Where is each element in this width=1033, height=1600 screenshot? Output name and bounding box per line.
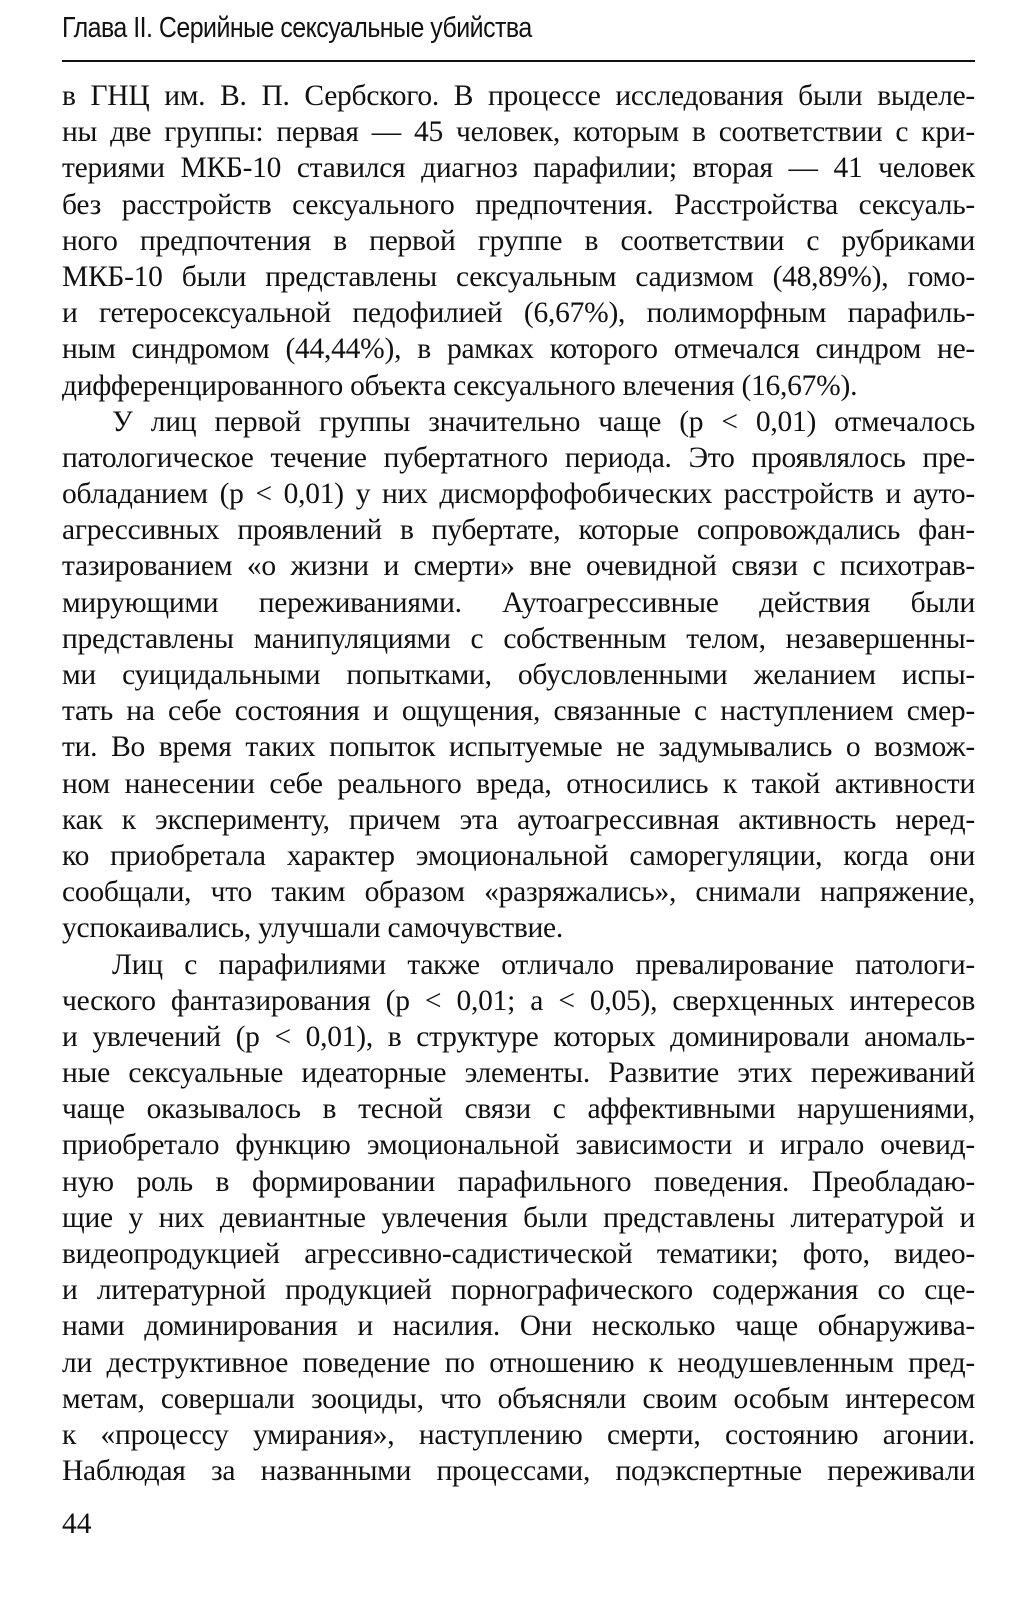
text-line: и увлечений (p < 0,01), в структуре которых доминировали аномаль- <box>62 1020 975 1053</box>
text-line: ном нанесении себе реального вреда, относились к такой активности <box>62 767 975 800</box>
text-line: МКБ-10 были представлены сексуальным садизмом (48,89%), гомо- <box>62 260 975 293</box>
text-line: агрессивных проявлений в пубертате, которые сопровождались фан- <box>62 514 975 547</box>
paragraph <box>62 78 975 404</box>
text-line: приобретало функцию эмоциональной зависимости и играло очевид- <box>62 1129 975 1162</box>
text-line: успокаивались, улучшали самочувствие. <box>62 912 564 945</box>
text-line: и гетеросексуальной педофилией (6,67%), полиморфным парафиль- <box>62 297 975 330</box>
text-line: обладанием (p < 0,01) у них дисморфофобических расстройств и ауто- <box>62 478 975 511</box>
book-page <box>62 0 975 1600</box>
text-line: к «процессу умирания», наступлению смерти, состоянию агонии. <box>62 1418 975 1451</box>
text-line: ны две группы: первая — 45 человек, которым в соответствии с кри- <box>62 116 975 149</box>
text-line: видеопродукцией агрессивно-садистической тематики; фото, видео- <box>62 1238 975 1270</box>
text-line: тать на себе состояния и ощущения, связанные с наступлением смер- <box>62 695 975 728</box>
text-line: ческого фантазирования (p < 0,01; a < 0,05), сверхценных интересов <box>62 984 975 1017</box>
text-line: метам, совершали зооциды, что объясняли своим особым интересом <box>62 1382 975 1415</box>
text-line: чаще оказывалось в тесной связи с аффективными нарушениями, <box>62 1093 975 1126</box>
text-line: У лиц первой группы значительно чаще (p < 0,01) отмечалось <box>112 405 975 438</box>
text-line: тазированием «о жизни и смерти» вне очевидной связи с психотрав- <box>62 550 975 583</box>
text-line: без расстройств сексуального предпочтения. Расстройства сексуаль- <box>62 188 975 221</box>
text-line: ми суицидальными попытками, обусловленными желанием испы- <box>62 659 975 691</box>
text-line: ную роль в формировании парафильного поведения. Преобладаю- <box>62 1165 975 1198</box>
text-line: ли деструктивное поведение по отношению к неодушевленным пред- <box>62 1346 975 1379</box>
paragraph <box>62 947 975 1490</box>
text-line: ным синдромом (44,44%), в рамках которого отмечался синдром не- <box>62 333 975 366</box>
text-line: териями МКБ-10 ставился диагноз парафилии; вторая — 41 человек <box>62 152 975 185</box>
text-line: представлены манипуляциями с собственным телом, незавершенны- <box>62 622 975 655</box>
text-line: нами доминирования и насилия. Они несколько чаще обнаружива- <box>62 1310 975 1343</box>
header-rule <box>62 60 975 62</box>
text-line: ного предпочтения в первой группе в соответствии с рубриками <box>62 224 975 257</box>
text-line: Наблюдая за названными процессами, подэкспертные переживали <box>62 1455 975 1488</box>
paragraph <box>62 404 975 947</box>
text-line: щие у них девиантные увлечения были представлены литературой и <box>62 1201 975 1234</box>
text-line: в ГНЦ им. В. П. Сербского. В процессе исследования были выделе- <box>62 80 975 112</box>
body-text <box>62 78 975 1489</box>
text-line: патологическое течение пубертатного периода. Это проявлялось пре- <box>62 441 975 474</box>
text-line: Лиц с парафилиями также отличало превалирование патологи- <box>112 948 975 981</box>
text-line: и литературной продукцией порнографического содержания со сце- <box>62 1274 975 1307</box>
text-line: как к эксперименту, причем эта аутоагрессивная активность неред- <box>62 803 975 836</box>
text-line: ные сексуальные идеаторные элементы. Развитие этих переживаний <box>62 1057 975 1090</box>
text-line: ко приобретала характер эмоциональной саморегуляции, когда они <box>62 839 975 872</box>
running-header: Глава II. Серийные сексуальные убийства <box>62 12 532 44</box>
page-number: 44 <box>62 1508 92 1540</box>
text-line: дифференцированного объекта сексуального влечения (16,67%). <box>62 369 858 402</box>
text-line: мирующими переживаниями. Аутоагрессивные действия были <box>62 586 975 619</box>
text-line: сообщали, что таким образом «разряжались», снимали напряжение, <box>62 876 975 909</box>
text-line: ти. Во время таких попыток испытуемые не задумывались о возмож- <box>62 731 975 764</box>
